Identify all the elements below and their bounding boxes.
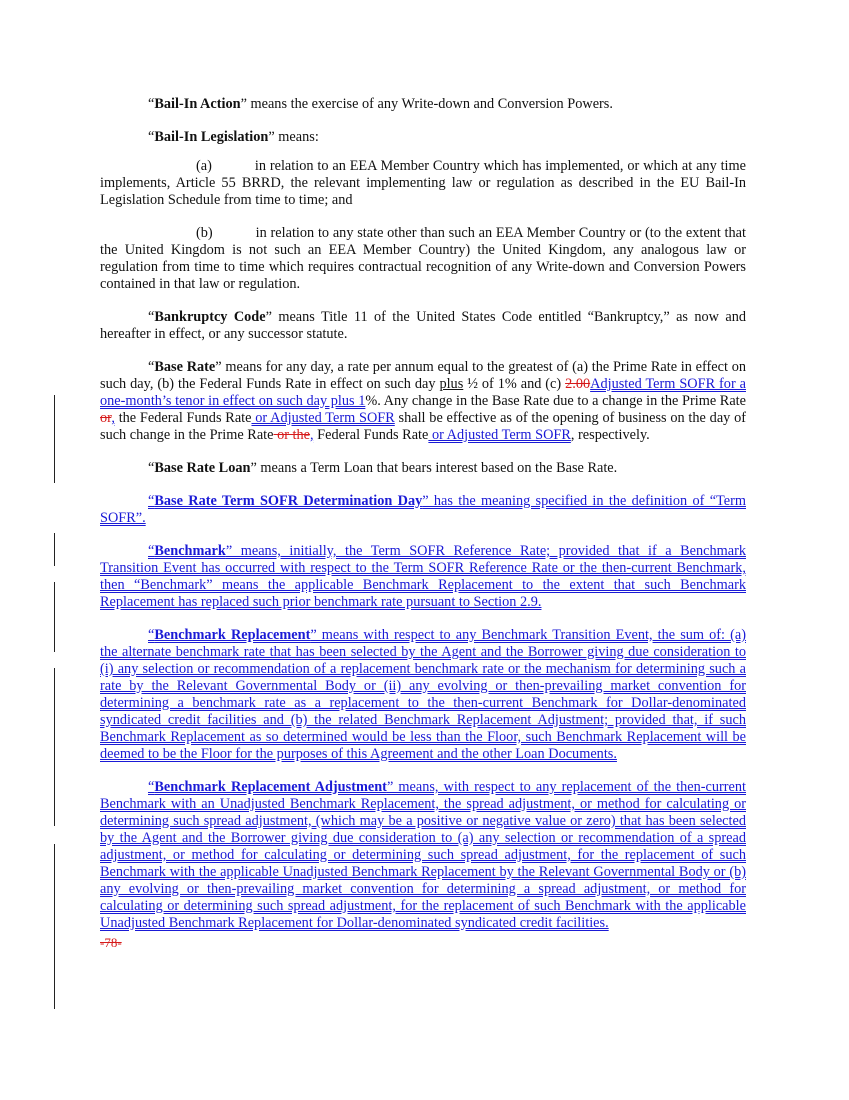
defined-term: Benchmark Replacement — [154, 627, 311, 643]
inserted-text: , — [111, 410, 115, 426]
change-bar-base-rate — [54, 395, 55, 483]
inserted-text: , — [310, 427, 314, 443]
inserted-text: or Adjusted Term SOFR — [251, 410, 395, 426]
clause-label: (a) — [196, 158, 212, 174]
change-bar-benchmark-replacement — [54, 668, 55, 826]
clause-b: (b) in relation to any state other than such an EEA Member Country or (to the extent that the United Kingdom is not such an EEA Member Country) the United Kingdom, any analogous law or regulation from time to time which requires contractual recognition of any Write-down and Conversion Powers contained in that law or regulation. — [100, 225, 746, 292]
definition-base-rate-loan: “Base Rate Loan” means a Term Loan that bears interest based on the Base Rate. — [148, 460, 618, 476]
change-bar-brtsdd — [54, 533, 55, 566]
definition-base-rate-term-sofr-determination-day: “Base Rate Term SOFR Determination Day” has the meaning specified in the definition of “Term SOFR”. — [100, 493, 746, 526]
definition-bankruptcy-code: “Bankruptcy Code” means Title 11 of the United States Code entitled “Bankruptcy,” as now and hereafter in effect, or any successor statute. — [100, 309, 746, 342]
defined-term: Bail-In Action — [154, 96, 241, 112]
change-bar-benchmark — [54, 582, 55, 652]
definition-benchmark-replacement-adjustment: “Benchmark Replacement Adjustment” means, with respect to any replacement of the then-current Benchmark with an Unadjusted Benchmark Replacement, the spread adjustment, or method for calculating or determining such spread adjustment, (which may be a positive or negative value or zero) that has been selected by the Agent and the Borrower giving due consideration to (a) any selection or recommendation of a spread adjustment, or method for calculating or determining such spread adjustment, for the replacement of such Benchmark with the applicable Unadjusted Benchmark Replacement by the Relevant Governmental Body or (b) any evolving or then-prevailing market convention for determining a spread adjustment, or method for calculating or determining such spread adjustment, for the replacement of such Benchmark with the applicable Unadjusted Benchmark Replacement for Dollar-denominated syndicated credit facilities. — [100, 779, 747, 931]
page-number: -78- — [100, 935, 122, 950]
definition-bail-in-legislation: “Bail-In Legislation” means: — [148, 129, 319, 145]
inserted-text: or Adjusted Term SOFR — [428, 427, 571, 443]
defined-term: Base Rate Loan — [154, 460, 251, 476]
document-body — [100, 96, 746, 951]
definition-benchmark: “Benchmark” means, initially, the Term SOFR Reference Rate; provided that if a Benchmark Transition Event has occurred with respect to the Term SOFR Reference Rate or the then-current Benchmark, then “Benchmark” means the applicable Benchmark Replacement to the extent that such Benchmark Replacement has replaced such prior benchmark rate pursuant to Section 2.9. — [100, 543, 746, 610]
definition-bail-in-action: “Bail-In Action” means the exercise of any Write-down and Conversion Powers. — [148, 96, 613, 112]
defined-term: Base Rate — [154, 359, 216, 375]
definition-benchmark-replacement: “Benchmark Replacement” means with respect to any Benchmark Transition Event, the sum of: (a) the alternate benchmark rate that has been selected by the Agent and the Borrower giving due consideration to (i) any selection or recommendation of a replacement benchmark rate or the mechanism for determining such a rate by the Relevant Governmental Body or (ii) any evolving or then-prevailing market convention for determining a benchmark rate as a replacement to the then-current Benchmark for Dollar-denominated syndicated credit facilities and (b) the related Benchmark Replacement Adjustment; provided that, if such Benchmark Replacement as so determined would be less than the Floor, such Benchmark Replacement will be deemed to be the Floor for the purposes of this Agreement and the other Loan Documents. — [100, 627, 746, 762]
inserted-text: Adjusted Term SOFR for a one-month’s tenor in effect on such day plus 1 — [100, 376, 746, 409]
defined-term: Benchmark — [154, 543, 226, 559]
deleted-text: 2.00 — [565, 376, 591, 392]
defined-term: Bail-In Legislation — [154, 129, 269, 145]
definition-base-rate: “Base Rate” means for any day, a rate per annum equal to the greatest of (a) the Prime Rate in effect on such day, (b) the Federal Funds Rate in effect on such day plus ½ of 1% and (c) 2.00Adjusted Term SOFR for a one-month’s tenor in effect on such day plus 1%. Any change in the Base Rate due to a change in the Prime Rate or, the Federal Funds Rate or Adjusted Term SOFR shall be effective as of the opening of business on the day of such change in the Prime Rate or the, Federal Funds Rate or Adjusted Term SOFR, respectively. — [100, 359, 746, 443]
defined-term: Benchmark Replacement Adjustment — [154, 779, 387, 795]
clause-a: (a) in relation to an EEA Member Country which has implemented, or which at any time implements, Article 55 BRRD, the relevant implementing law or regulation as described in the EU Bail-In Legislation Schedule from time to time; and — [100, 158, 746, 208]
deleted-text: or the — [273, 427, 311, 443]
change-bar-benchmark-replacement-adjustment — [54, 844, 55, 1009]
defined-term: Base Rate Term SOFR Determination Day — [154, 493, 423, 509]
defined-term: Bankruptcy Code — [154, 309, 266, 325]
deleted-text: or — [100, 410, 112, 426]
clause-label: (b) — [196, 225, 213, 241]
